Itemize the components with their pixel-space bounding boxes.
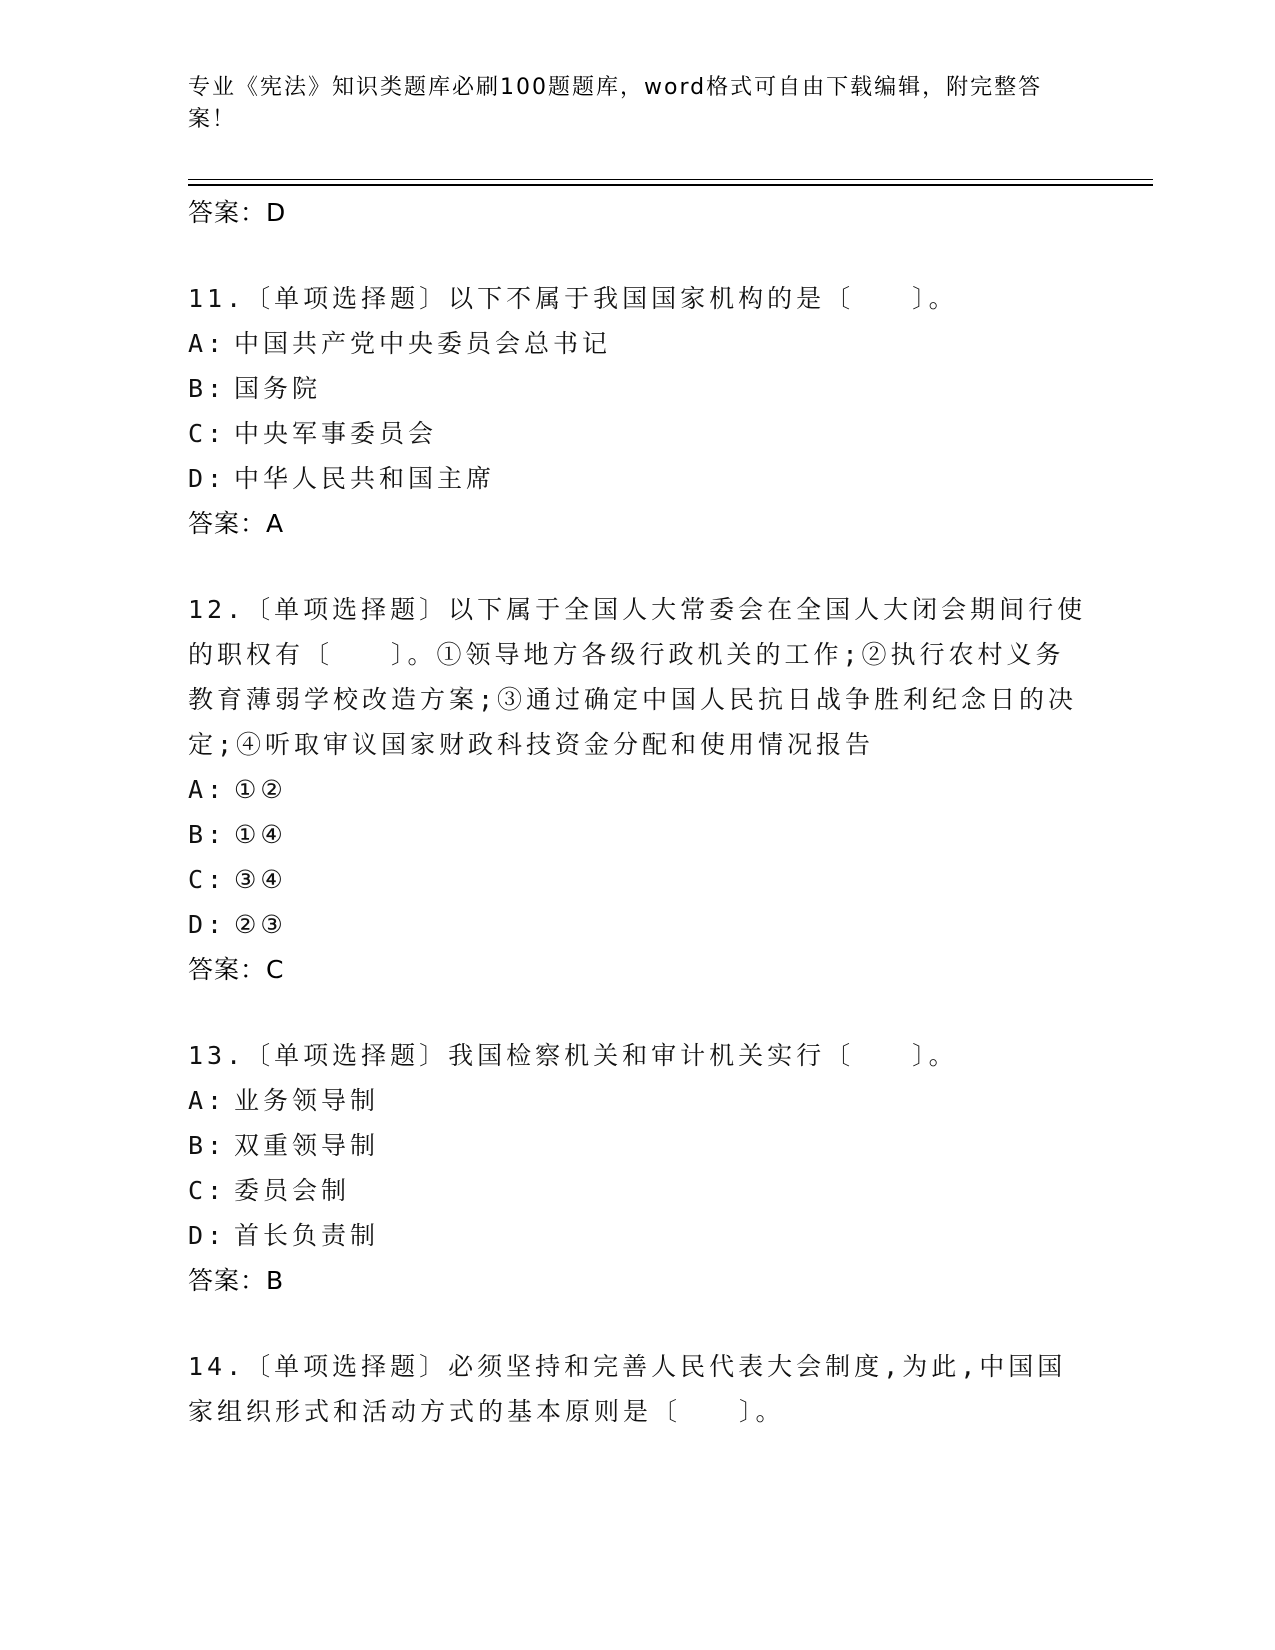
option-letter: D: bbox=[188, 1221, 227, 1250]
option-letter: C: bbox=[188, 865, 227, 894]
question-14 bbox=[188, 1344, 1088, 1434]
option-d bbox=[188, 902, 1088, 947]
option-letter: A: bbox=[188, 1086, 227, 1115]
option-a bbox=[188, 767, 1088, 812]
option-text: 业务领导制 bbox=[234, 1086, 380, 1115]
option-d bbox=[188, 456, 1088, 501]
option-text: 首长负责制 bbox=[234, 1221, 380, 1250]
option-text: ①④ bbox=[234, 820, 287, 849]
option-b bbox=[188, 366, 1088, 411]
option-b bbox=[188, 1123, 1088, 1168]
option-letter: B: bbox=[188, 820, 227, 849]
option-c bbox=[188, 411, 1088, 456]
option-letter: D: bbox=[188, 910, 227, 939]
option-d bbox=[188, 1213, 1088, 1258]
question-12 bbox=[188, 587, 1088, 993]
option-text: ②③ bbox=[234, 910, 287, 939]
question-list bbox=[188, 190, 1088, 1434]
option-b bbox=[188, 812, 1088, 857]
option-letter: C: bbox=[188, 1176, 227, 1205]
question-text: 14.〔单项选择题〕必须坚持和完善人民代表大会制度,为此,中国国家组织形式和活动方式的基本原则是〔 〕。 bbox=[188, 1352, 1067, 1426]
question-text: 12.〔单项选择题〕以下属于全国人大常委会在全国人大闭会期间行使的职权有〔 〕。①领导地方各级行政机关的工作;②执行农村义务教育薄弱学校改造方案;③通过确定中国人民抗日战争胜利纪念日的决定;④听取审议国家财政科技资金分配和使用情况报告 bbox=[188, 595, 1087, 759]
option-text: 国务院 bbox=[234, 374, 322, 403]
option-c bbox=[188, 1168, 1088, 1213]
option-text: 中国共产党中央委员会总书记 bbox=[234, 329, 612, 358]
option-text: 委员会制 bbox=[234, 1176, 351, 1205]
option-a bbox=[188, 1078, 1088, 1123]
option-text: 中央军事委员会 bbox=[234, 419, 438, 448]
answer-line: 答案：B bbox=[188, 1266, 285, 1295]
option-text: ①② bbox=[234, 775, 287, 804]
question-11 bbox=[188, 276, 1088, 547]
option-text: 中华人民共和国主席 bbox=[234, 464, 496, 493]
option-letter: C: bbox=[188, 419, 227, 448]
previous-answer: 答案：D bbox=[188, 198, 287, 227]
answer-line: 答案：A bbox=[188, 509, 285, 538]
page-header: 专业《宪法》知识类题库必刷100题题库，word格式可自由下载编辑，附完整答案！ bbox=[188, 75, 1043, 132]
header-rule-thin bbox=[188, 179, 1153, 180]
option-letter: B: bbox=[188, 1131, 227, 1160]
question-13 bbox=[188, 1033, 1088, 1304]
header-rule-thick bbox=[188, 184, 1153, 186]
option-text: 双重领导制 bbox=[234, 1131, 380, 1160]
option-letter: B: bbox=[188, 374, 227, 403]
option-text: ③④ bbox=[234, 865, 287, 894]
question-text: 13.〔单项选择题〕我国检察机关和审计机关实行〔 〕。 bbox=[188, 1041, 958, 1070]
option-a bbox=[188, 321, 1088, 366]
question-text: 11.〔单项选择题〕以下不属于我国国家机构的是〔 〕。 bbox=[188, 284, 958, 313]
option-letter: A: bbox=[188, 775, 227, 804]
option-c bbox=[188, 857, 1088, 902]
option-letter: A: bbox=[188, 329, 227, 358]
option-letter: D: bbox=[188, 464, 227, 493]
answer-line: 答案：C bbox=[188, 955, 285, 984]
